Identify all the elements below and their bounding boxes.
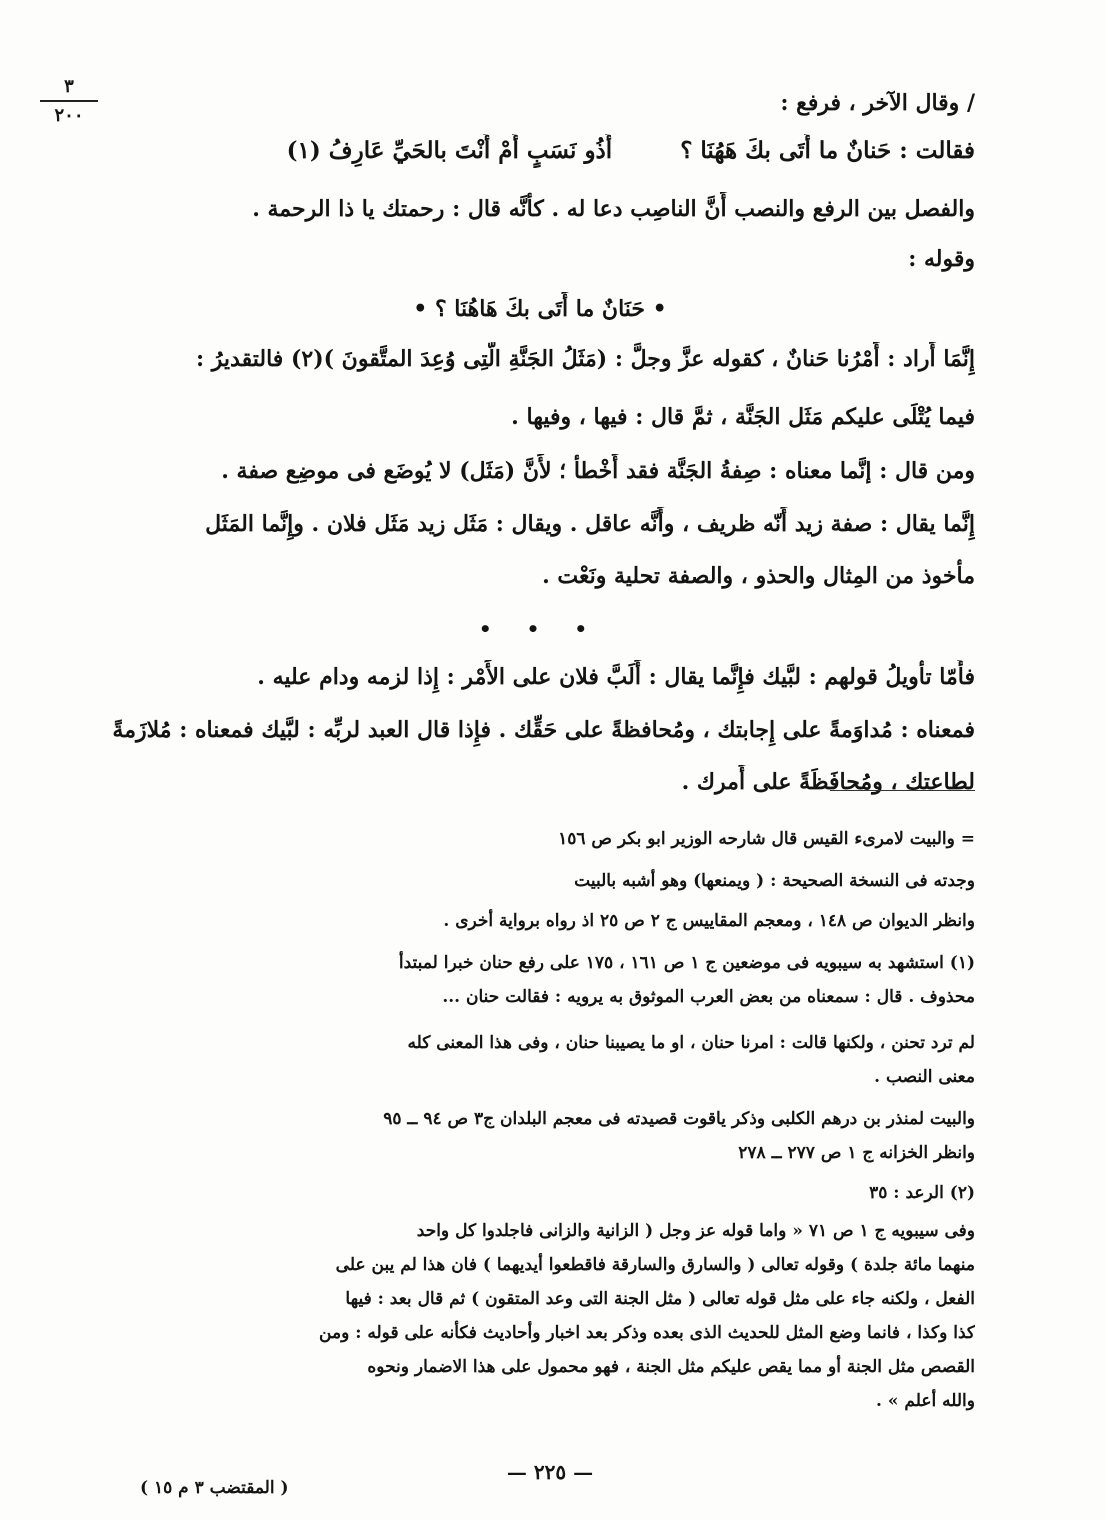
footnote-line: الفعل ، ولكنه جاء على مثل قوله تعالى ( مثل الجنة التى وعد المتقون ) ثم قال بعد : فيها <box>345 1289 975 1309</box>
text-line: إِنَّما يقال : صفة زيد أَنّه ظريف ، وأَنَّه عاقل . ويقال : مَثَل زيد مَثَل فلان . وإِنَّما المَثَل <box>205 511 975 537</box>
footnote-line: وفى سيبويه ج ١ ص ٧١ « واما قوله عز وجل ( الزانية والزانى فاجلدوا كل واحد <box>416 1221 975 1241</box>
verse-hemistich-second: أَذُو نَسَبٍ أَمْ أَنْتَ بالحَيِّ عَارِفُ (١) <box>286 137 613 164</box>
footnote-line: منهما مائة جلدة ) وقوله تعالى ( والسارق والسارقة فاقطعوا أيديهما ) فان هذا لم يبن على <box>335 1255 975 1275</box>
text-line: فأَمّا تأْويلُ قولهم : لبَّيك فإِنَّما يقال : أَلَبَّ فلان على الأَمْر : إِذا لزمه ودام عليه . <box>257 664 975 690</box>
footnote-line: معنى النصب . <box>874 1067 975 1087</box>
quoted-hemistich: • حَنَانٌ ما أَتَى بكَ هَاهُنَا ؟ • <box>413 296 667 322</box>
footnote-line: وانظر الخزانه ج ١ ص ٢٧٧ ــ ٢٧٨ <box>738 1143 975 1163</box>
footnote-line: وجدته فى النسخة الصحيحة : ( ويمنعها) وهو أشبه بالبيت <box>574 871 975 891</box>
text-line: لطاعتك ، ومُحافَظَةً على أَمرك . <box>681 769 975 795</box>
text-line: / وقال الآخر ، فرفع : <box>780 90 975 116</box>
footnote-line: (١) استشهد به سيبويه فى موضعين ج ١ ص ١٦١ ، ١٧٥ على رفع حنان خبرا لمبتدأ <box>398 953 975 973</box>
footnote-line: لم ترد تحنن ، ولكنها قالت : امرنا حنان ، او ما يصيبنا حنان ، وفى هذا المعنى كله <box>407 1033 975 1053</box>
text-line: فيما يُتْلَى عليكم مَثَل الجَنَّة ، ثمَّ قال : فيها ، وفيها . <box>511 404 975 430</box>
footnote-line: محذوف . قال : سمعناه من بعض العرب الموثوق به يرويه : فقالت حنان ... <box>442 987 975 1007</box>
margin-numerator: ٣ <box>64 76 74 97</box>
text-line: مأْخوذ من المِثال والحذو ، والصفة تحلية ونَعْت . <box>542 563 975 589</box>
text-line: إِنَّمَا أَراد : أَمْرُنا حَنانٌ ، كقوله عزَّ وجلَّ : (مَثَلُ الجَنَّةِ الَّتِى وُعِدَ المتَّقونَ )(٢) فالتقديرُ : <box>196 346 975 372</box>
text-line: ومن قال : إنَّما معناه : صِفةُ الجَنَّة فقد أَخْطأ ؛ لأَنَّ (مَثَل) لا يُوضَع فى موضِع صفة . <box>221 458 975 484</box>
footnote-line: كذا وكذا ، فانما وضع المثل للحديث الذى بعده وذكر بعد اخبار وأحاديث فكأنه على قوله : ومن <box>319 1323 975 1343</box>
signature-mark: ( المقتضب ٣ م ١٥ ) <box>140 1478 289 1498</box>
footnote-line: والبيت لمنذر بن درهم الكلبى وذكر ياقوت قصيدته فى معجم البلدان ج٣ ص ٩٤ ــ ٩٥ <box>383 1109 975 1129</box>
fraction-bar <box>40 100 98 102</box>
text-line: والفصل بين الرفع والنصب أَنَّ الناصِب دعا له . كأنَّه قال : رحمتك يا ذا الرحمة . <box>252 196 975 222</box>
footnote-line: القصص مثل الجنة أو مما يقص عليكم مثل الجنة ، فهو محمول على هذا الاضمار ونحوه <box>367 1357 975 1377</box>
text-line: وقوله : <box>908 246 975 272</box>
footnote-line: = والبيت لامرىء القيس قال شارحه الوزير ابو بكر ص ١٥٦ <box>558 829 975 849</box>
footnote-line: والله أعلم » . <box>876 1391 975 1411</box>
verse-hemistich-first: فقالت : حَنانٌ ما أَتَى بكَ هَهُنَا ؟ <box>680 137 975 164</box>
page-number: — ٢٢٥ — <box>506 1460 594 1484</box>
margin-denominator: ٢٠٠ <box>54 105 84 126</box>
section-separator: • • • <box>478 617 602 641</box>
text-line: فمعناه : مُداوَمةً على إِجابتك ، ومُحافظةً على حَقِّك . فإِذا قال العبد لربِّه : لبَّيك فمعناه : مُلازَمةً <box>112 717 975 743</box>
footnote-line: وانظر الديوان ص ١٤٨ ، ومعجم المقاييس ج ٢ ص ٢٥ اذ رواه برواية أخرى . <box>443 911 975 931</box>
footnote-line: (٢) الرعد : ٣٥ <box>869 1183 975 1203</box>
verse-line <box>105 134 975 168</box>
margin-page-reference <box>40 78 98 125</box>
footnote-divider <box>830 790 975 791</box>
